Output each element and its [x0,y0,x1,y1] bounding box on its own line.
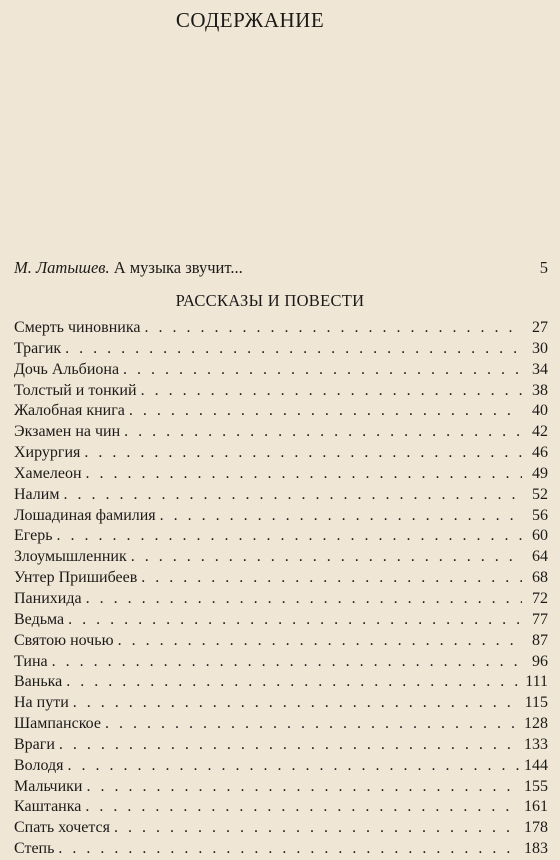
entry-title: Злоумышленник [14,548,127,566]
toc-row [14,339,548,360]
dot-leader [114,818,520,839]
entry-title: Степь [14,840,55,858]
dot-leader [105,714,520,735]
entry-title: Володя [14,756,64,774]
dot-leader [73,693,521,714]
entry-page-number: 178 [524,819,548,837]
toc-row [14,818,548,839]
dot-leader [52,652,522,673]
entry-title: Святою ночью [14,631,114,649]
entry-title [14,258,243,279]
dot-leader [86,589,522,610]
entry-page-number: 49 [532,464,548,482]
dot-leader [129,401,522,422]
toc-row [14,693,548,714]
dot-leader [68,610,522,631]
toc-row [14,547,548,568]
entry-page-number: 72 [532,589,548,607]
entry-title: Панихида [14,589,82,607]
entry-title: Толстый и тонкий [14,381,137,399]
entry-page-number: 87 [532,631,548,649]
entry-title: Трагик [14,339,62,357]
toc-row [14,360,548,381]
dot-leader [66,672,521,693]
toc-row [14,526,548,547]
entry-page-number: 34 [532,360,548,378]
entry-title: Лошадиная фамилия [14,506,156,524]
section-title: РАССКАЗЫ И ПОВЕСТИ [175,291,365,310]
dot-leader [85,797,520,818]
entry-title: Жалобная книга [14,402,125,420]
dot-leader [57,526,522,547]
toc-row [14,672,548,693]
dot-leader [123,360,522,381]
entry-page-number: 5 [539,258,548,277]
entry-author: М. Латышев. [14,258,110,277]
toc-row [14,422,548,443]
entry-page-number: 183 [524,840,548,858]
dot-leader [160,506,522,527]
intro-entry [14,258,548,279]
entry-page-number: 60 [532,527,548,545]
dot-leader [86,777,520,798]
toc-row [14,401,548,422]
dot-leader [58,839,520,860]
dot-leader [124,422,522,443]
dot-leader [144,318,522,339]
entry-title: Каштанка [14,798,82,816]
entry-page-number: 96 [532,652,548,670]
entry-title: Хирургия [14,444,81,462]
toc-row [14,631,548,652]
entry-title: Спать хочется [14,819,110,837]
dot-leader [84,443,522,464]
toc-row [14,464,548,485]
toc-row [14,735,548,756]
dot-leader [131,547,522,568]
dot-leader [59,735,520,756]
entry-title: Налим [14,485,60,503]
toc-row [14,610,548,631]
toc-row [14,714,548,735]
toc-row [14,797,548,818]
entry-title: Егерь [14,527,53,545]
toc-row [14,381,548,402]
toc-row [14,506,548,527]
entry-page-number: 133 [524,735,548,753]
entry-page-number: 115 [524,694,548,712]
entry-title: Унтер Пришибеев [14,569,138,587]
entry-title: Шампанское [14,715,101,733]
entry-page-number: 42 [532,423,548,441]
entry-page-number: 68 [532,569,548,587]
toc-row [14,589,548,610]
toc-row [14,756,548,777]
entry-page-number: 27 [532,319,548,336]
toc-row [14,485,548,506]
toc-row [14,839,548,860]
entry-page-number: 40 [532,402,548,420]
entry-page-number: 111 [525,673,548,691]
entry-page-number: 77 [532,610,548,628]
entry-page-number: 38 [532,381,548,399]
dot-leader [141,568,522,589]
toc-row [14,258,548,279]
entry-title: Хамелеон [14,464,82,482]
toc-row [14,777,548,798]
entry-title: Ведьма [14,610,65,628]
dot-leader [65,339,522,360]
toc-row [14,318,548,339]
entry-title: Мальчики [14,777,83,795]
entry-page-number: 128 [524,715,548,733]
entry-page-number: 52 [532,485,548,503]
dot-leader [141,381,522,402]
toc-row [14,443,548,464]
entry-title: Ванька [14,673,63,691]
entry-title: Дочь Альбиона [14,360,120,378]
entry-page-number: 64 [532,548,548,566]
toc-row [14,652,548,673]
entry-title: Экзамен на чин [14,423,121,441]
entry-page-number: 56 [532,506,548,524]
entry-page-number: 155 [524,777,548,795]
dot-leader [67,756,520,777]
table-of-contents [14,318,548,860]
entry-title: Смерть чиновника [14,319,141,336]
dot-leader [63,485,522,506]
entry-title: На пути [14,694,69,712]
entry-page-number: 161 [524,798,548,816]
entry-page-number: 30 [532,339,548,357]
entry-page-number: 144 [524,756,548,774]
page-title: СОДЕРЖАНИЕ [175,8,325,32]
entry-title: Тина [14,652,48,670]
entry-title: Враги [14,735,55,753]
dot-leader [118,631,522,652]
entry-page-number: 46 [532,444,548,462]
toc-row [14,568,548,589]
dot-leader [86,464,522,485]
entry-title-text: А музыка звучит... [113,258,243,277]
